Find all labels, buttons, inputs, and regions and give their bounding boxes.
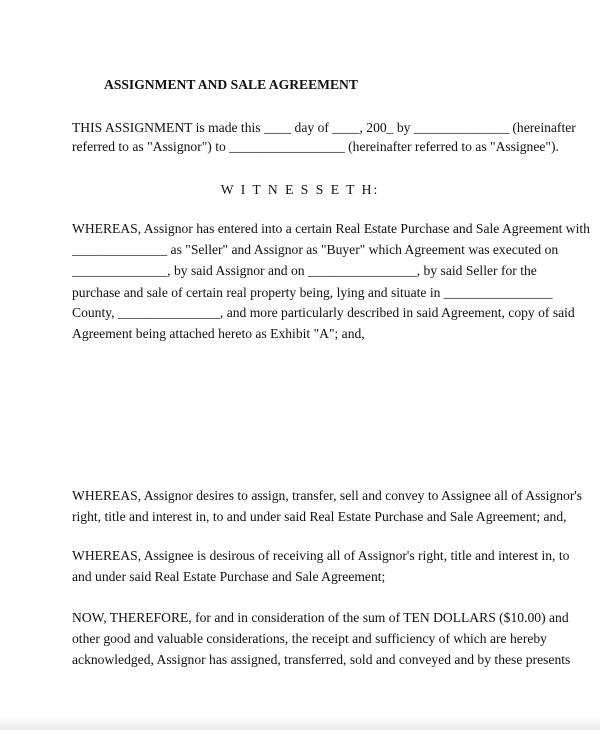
whereas-1-line-6: Agreement being attached hereto as Exhibit "A"; and, (72, 326, 365, 341)
intro-line-1: THIS ASSIGNMENT is made this ____ day of ____, 200_ by ______________ (hereinafter (72, 120, 576, 135)
witnesseth-heading: W I T N E S S E T H: (220, 182, 380, 197)
document-title: ASSIGNMENT AND SALE AGREEMENT (104, 77, 358, 92)
whereas-1-line-4: purchase and sale of certain real property being, lying and situate in ________________ (72, 285, 553, 300)
whereas-3-line-1: WHEREAS, Assignee is desirous of receiving all of Assignor's right, title and interest in, to (72, 548, 570, 563)
now-therefore-line-3: acknowledged, Assignor has assigned, transferred, sold and conveyed and by these presents (72, 652, 571, 667)
intro-line-2: referred to as "Assignor") to _________________ (hereinafter referred to as "Assignee"). (72, 139, 559, 154)
whereas-1-line-2: ______________ as "Seller" and Assignor as "Buyer" which Agreement was executed on (72, 242, 559, 257)
now-therefore-line-1: NOW, THEREFORE, for and in consideration of the sum of TEN DOLLARS ($10.00) and (72, 610, 569, 625)
whereas-2-line-2: right, title and interest in, to and under said Real Estate Purchase and Sale Agreement; and, (72, 509, 567, 524)
whereas-1-line-3: ______________, by said Assignor and on ________________, by said Seller for the (72, 263, 537, 278)
whereas-2-line-1: WHEREAS, Assignor desires to assign, transfer, sell and convey to Assignee all of Assignor's (72, 488, 583, 503)
whereas-1-line-5: County, _______________, and more particularly described in said Agreement, copy of said (72, 305, 575, 320)
whereas-3-line-2: and under said Real Estate Purchase and Sale Agreement; (72, 569, 386, 584)
now-therefore-line-2: other good and valuable considerations, the receipt and sufficiency of which are hereby (72, 631, 547, 646)
whereas-1-line-1: WHEREAS, Assignor has entered into a certain Real Estate Purchase and Sale Agreement with (72, 221, 590, 236)
page-bottom-edge (0, 716, 600, 730)
